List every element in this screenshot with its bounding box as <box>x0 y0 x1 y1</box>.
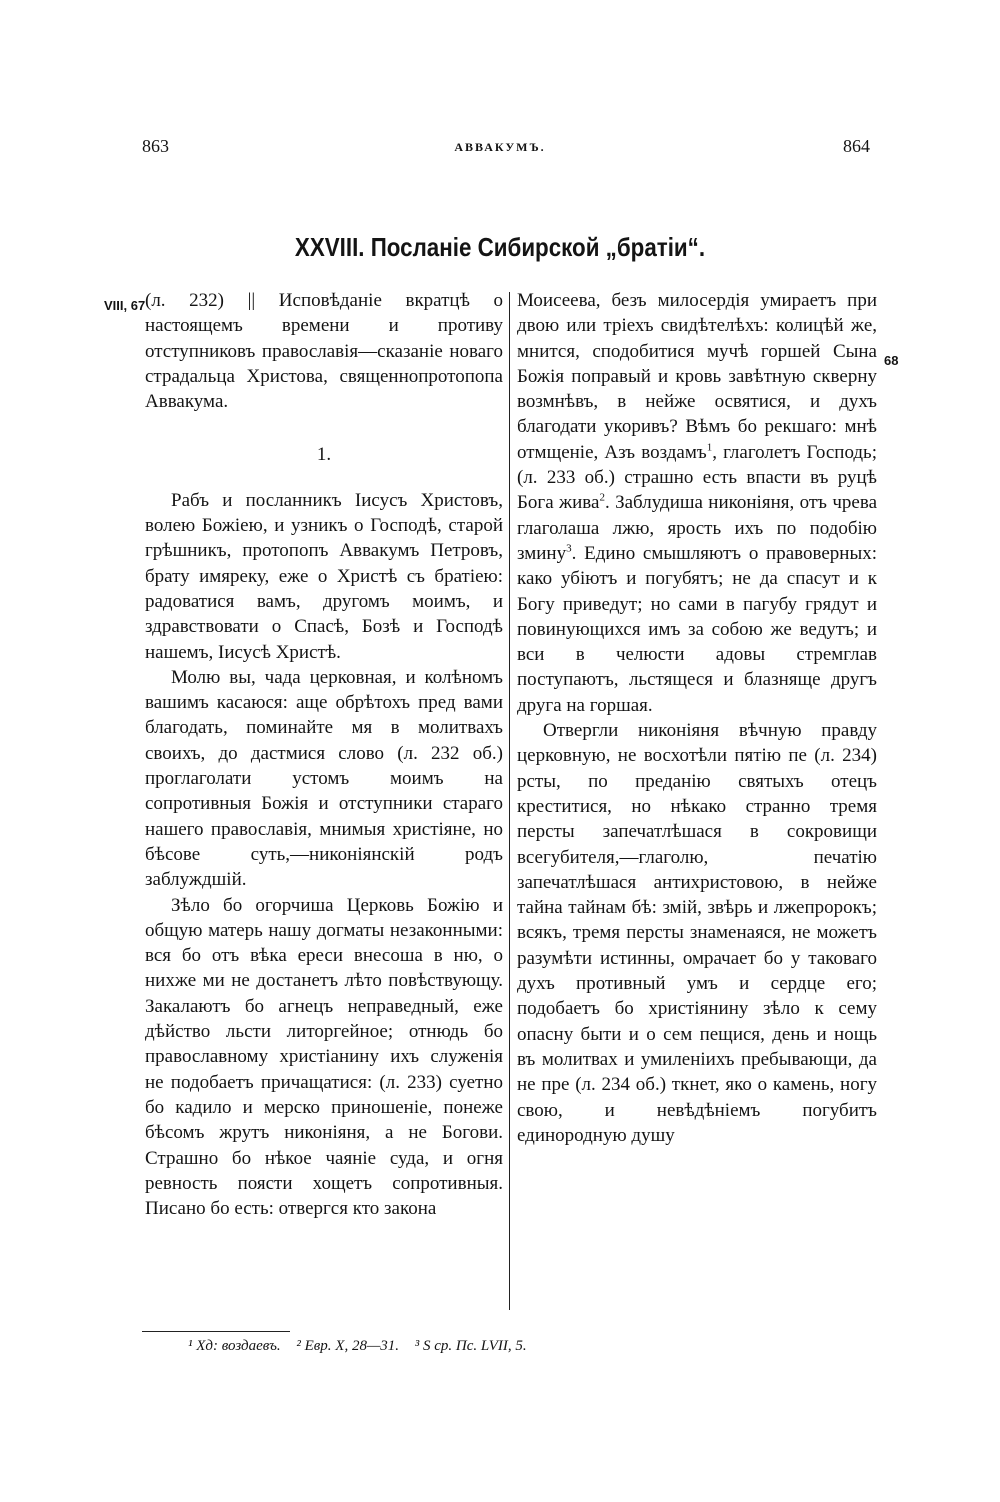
body-paragraph: Рабъ и посланникъ Іисусъ Христовъ, волею Божіею, и узникъ о Господѣ, старой грѣшникъ, протопопъ Аввакумъ Петровъ, брату имяреку, еже о Христѣ съ братіею: радоватися вамъ, другомъ моимъ, и здравствовати о Спасѣ, Бозѣ и Господѣ нашемъ, Іисусѣ Христѣ. <box>145 489 503 663</box>
text-run: . Заблудиша никоніяня, отъ чрева глаголаша лжю, ярость ихъ по подобію змину <box>517 492 878 564</box>
body-paragraph: Зѣло бо огорчиша Церковь Божію и общую матерь нашу догматы незаконными: вся бо отъ вѣка ереси внесоша в ню, о нихже ми не достанетъ лѣто повѣствующу. Закалаютъ бо агнецъ неправедный, еже дѣйство льсти литоргейное; отнюдь бо православному христіанину ихъ служенія не подобаетъ причащатися: (л. 233) суетно бо кадило и мерско приношеніе, понеже бѣсомъ жрутъ никоніяня, а не Богови. Страшно бо нѣкое чаяніе суда, и огня ревность поясти хощетъ сопротивныя. Писано бо есть: отвергся кто закона <box>145 894 503 1220</box>
page-number-left: 863 <box>142 136 169 156</box>
margin-folio-mark-right: 68 <box>884 353 899 368</box>
running-title: АВВАКУМЪ. <box>454 140 546 154</box>
footnote-ref: 1 <box>706 441 713 454</box>
footnote: ³ Ѕ ср. Пс. LVII, 5. <box>414 1338 527 1354</box>
intro-paragraph: (л. 232) || Исповѣданіе вкратцѣ о настоящемъ времени и противу отступниковъ православія—сказаніе новаго страдальца Христова, священнопротопопа Аввакума. <box>145 290 503 413</box>
footnotes <box>188 1338 539 1355</box>
right-column <box>517 288 877 1148</box>
text-run: . Едино смышляютъ о правоверных: како убіютъ и погубятъ; не да спасут и к Богу приведут; но сами в пагубу грядут и повинующихся имъ за собою же ведутъ; и вси в челюсти адовы стремглав поступаютъ, льстящеся и блазняще другъ друга на горшая. <box>517 542 877 716</box>
footnote: ¹ Хд: воздаевъ. <box>188 1338 281 1354</box>
column-divider <box>509 292 510 1310</box>
text-run: , глаголетъ Господь; (л. 233 об.) страшно есть впасти въ руцѣ Бога жива <box>517 441 878 514</box>
page-number-right: 864 <box>843 136 870 156</box>
footnote-ref: 3 <box>566 542 572 555</box>
document-title: XXVIII. Посланіе Сибирской „братіи“. <box>294 232 706 262</box>
footnote-separator <box>142 1331 290 1332</box>
left-column <box>145 288 503 1221</box>
body-paragraph: Отвергли никоніяня вѣчную правду церковную, не восхотѣли пятію пе (л. 234) рсты, по преданію святыхъ отецъ креститися, но нѣкако странно тремя персты запечатлѣшася в сокровищи всегубителя,—глаголю, печатію запечатлѣшася антихристовою, в нейже тайна тайнам бѣ: змій, звѣрь и лжепророкъ; всякъ, тремя персты знаменаяся, не можетъ разумѣти истинны, омрачает бо у таковаго духъ противный умъ и сердце его; подобаетъ бо христіянину зѣло к сему опасну быти и о сем пещися, день и нощь въ молитвах и умиленіихъ пребывающи, да не пре (л. 234 об.) ткнет, яко о камень, ногу свою, и невѣдѣніемъ погубитъ единородную душу <box>517 720 877 1146</box>
body-paragraph <box>517 288 877 718</box>
text-run: Моисеева, безъ милосердія умираетъ при двою или тріехъ свидѣтелѣхъ: колицѣй же, мнится, сподобитися мучѣ горшей Сына Божія поправый и кровь завѣтную скверну возмнѣвъ, в нейже освятися, и духъ благодати укоривъ? Вѣмъ бо рекшаго: мнѣ отмщеніе, Азъ воздамъ <box>517 290 877 463</box>
footnote-ref: 2 <box>599 492 605 505</box>
footnote: ² Евр. X, 28—31. <box>296 1338 400 1354</box>
body-paragraph: Молю вы, чада церковная, и колѣномъ вашимъ касаюся: аще обрѣтохъ пред вами благодать, поминайте мя в молитвахъ своихъ, до дастмися слово (л. 232 об.) проглаголати устомъ моимъ на сопротивныя Божія и отступники стараго нашего православія, мнимыя христіяне, но бѣсове суть,—никоніянскій родъ заблуждшій. <box>145 666 503 891</box>
margin-folio-mark-left: VIII, 67 <box>104 298 146 313</box>
section-number: 1. <box>316 444 332 466</box>
